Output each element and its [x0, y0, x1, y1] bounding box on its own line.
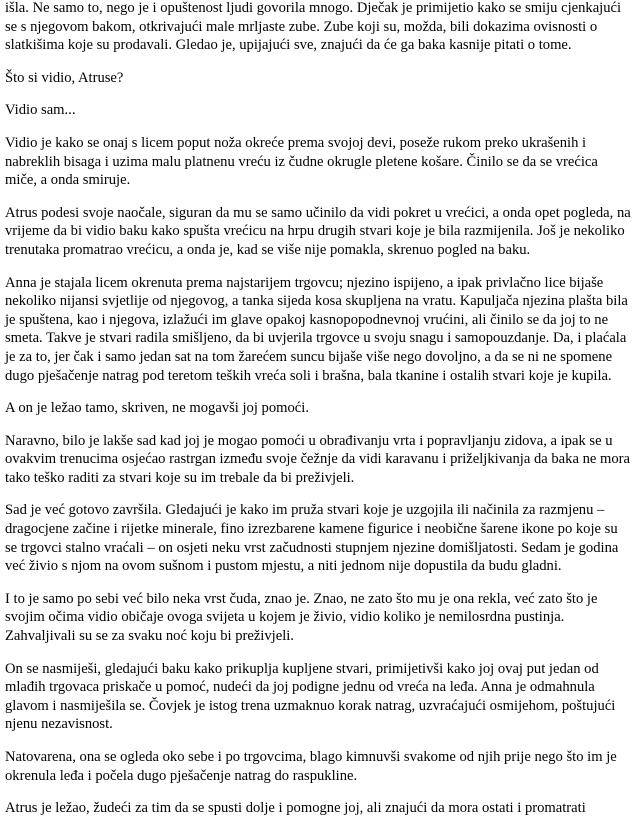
paragraph: A on je ležao tamo, skriven, ne mogavši joj pomoći.	[5, 400, 309, 417]
paragraph: Sad je već gotovo završila. Gledajući je kako im pruža stvari koje je uzgojila ili načinila za razmjenu – dragocjene začine i rijetke minerale, fino izrezbarene kamene figurice i neobične šarene ikone po koje su se trgovci stalno vraćali – on osjeti neku vrst začudnosti stupnjem njezine domišljatosti. Sedam je godina već živio s njom na ovom sušnom i pustom mjestu, a niti jednom nije dopustila da budu gladni.	[5, 502, 619, 575]
paragraph: Natovarena, ona se ogleda oko sebe i po trgovcima, blago kimnuvši svakome od njih prije nego što im je okrenula leđa i počela dugo pješačenje natrag do raspukline.	[5, 749, 617, 784]
paragraph: Vidio je kako se onaj s licem poput noža okreće prema svojoj devi, poseže rukom preko ukrašenih i nabreklih bisaga i uzima malu platnenu vreću iz čudne okrugle pletene košare. Činilo se da se vrećica miče, a onda smiruje.	[5, 134, 598, 189]
paragraph: I to je samo po sebi već bilo neka vrst čuda, znao je. Znao, ne zato što mu je ona rekla, već zato što je svojim očima vidio običaje ovoga svijeta u kojem je živio, vidio koliko je nemilosrdna pustinja. Zahvaljivali su se za svaku noć koju bi preživjeli.	[5, 590, 598, 645]
document-page	[5, 0, 631, 832]
paragraph: Vidio sam...	[5, 102, 76, 119]
paragraph: išla. Ne samo to, nego je i opuštenost ljudi govorila mnogo. Dječak je primijetio kako se smiju cjenkajući se s njegovom bakom, otkrivajući male mrljaste zube. Zube koji su, možda, bili dokazima ovisnosti o slatkišima koje su prodavali. Gledao je, upijajući sve, znajući da će ga baka kasnije pitati o tome.	[5, 0, 622, 54]
paragraph: Atrus je ležao, žudeći za tim da se spusti dolje i pomogne joj, ali znajući da mora ostati i promatrati	[5, 800, 586, 817]
paragraph: Anna je stajala licem okrenuta prema najstarijem trgovcu; njezino ispijeno, a ipak privlačno lice bijaše nekoliko nijansi svjetlije od njegovog, a tanka sijeda kosa skupljena na vratu. Kapuljača njezina plašta bila je spuštena, kao i njegova, izlažući im glave opakoj kasnopopodnevnoj vrućini, ali činilo se da joj to ne smeta. Takve je stvari radila smišljeno, da bi uvjerila trgovce u svoju snagu i samopouzdanje. Da, i plaćala je za to, jer čak i samo jedan sat na tom žarećem suncu bijaše više nego dovoljno, a da se ni ne spomene dugo pješačenje natrag pod teretom teških vreća soli i brašna, bala tkanine i ostalih stvari koje je kupila.	[5, 274, 628, 384]
paragraph: Što si vidio, Atruse?	[5, 69, 124, 86]
paragraph: On se nasmiješi, gledajući baku kako prikuplja kupljene stvari, primijetivši kako joj ovaj put jedan od mlađih trgovaca priskače u pomoć, nudeći da joj podigne jednu od vreća na leđa. Anna je odmahnula glavom i nasmiješila se. Čovjek je istog trena uzmaknuo korak natrag, uzvraćajući osmijehom, poštujući njenu nezavisnost.	[5, 660, 616, 733]
paragraph: Naravno, bilo je lakše sad kad joj je mogao pomoći u obrađivanju vrta i popravljanju zidova, a ipak se u ovakvim trenucima osjećao rastrgan između svoje čežnje da vidi karavanu i priželjkivanja da baka ne mora tako teško raditi za stvari koje su im trebale da bi preživjeli.	[5, 432, 630, 486]
paragraph: Atrus podesi svoje naočale, siguran da mu se samo učinilo da vidi pokret u vrećici, a onda opet pogleda, na vrijeme da bi vidio baku kako spušta vrećicu na hrpu drugih stvari koje je bila razmijenila. Još je nekoliko trenutaka promatrao vrećicu, a onda je, kad se više nije pomakla, skrenuo pogled na baku.	[5, 204, 631, 258]
